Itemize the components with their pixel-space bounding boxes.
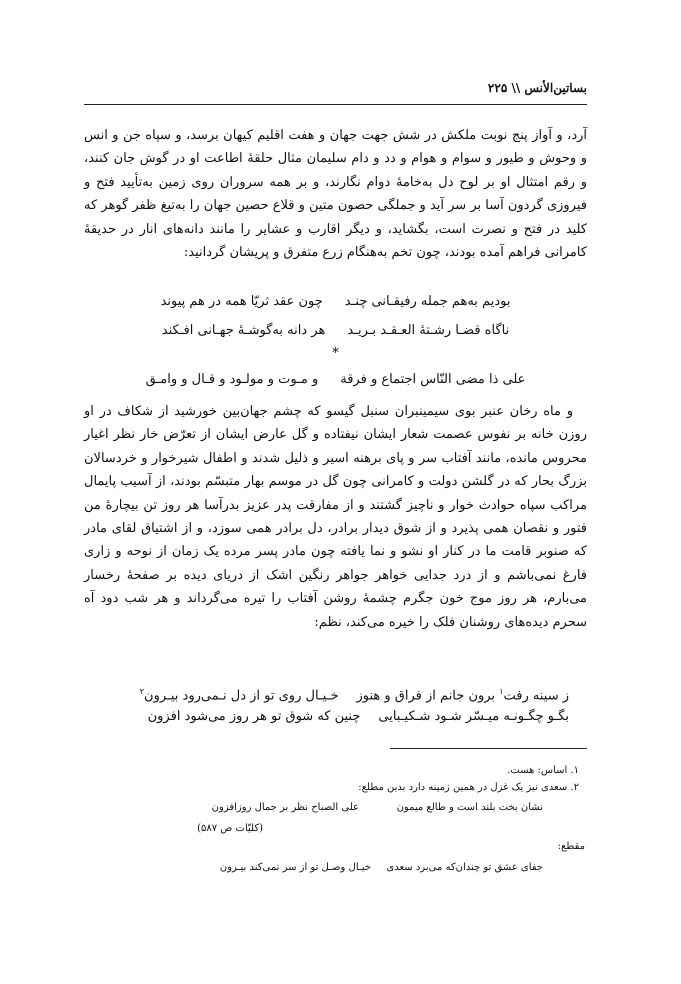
footnote-maqta-verse-b: خیـال وصـل تو از سر نمی‌کند بیـرون [219,862,371,873]
verse-couplet-4 [84,680,587,707]
hemistich-left: هر دانه به‌گوشـهٔ جهـانی افـکند [161,323,326,338]
running-title: بساتین‌الأنس \\ ۲۲۵ [487,81,587,95]
footnote-2-reference: (کلیّات ص ۵۸۷) [197,823,263,834]
verse-couplet-3 [84,368,587,391]
footnote-ref-2[interactable]: ۲ [139,687,145,696]
footnote-rule [390,748,587,749]
header-rule [84,104,587,105]
hemistich-right [356,680,569,707]
hemistich-right: علی ذا مضی النّاس اجتماع و فرقة [340,372,526,387]
footnote-2: ۲. سعدی نیز یک غزل در همین زمینه دارد بدین مطلع: [358,782,579,793]
hemistich-right: بگـو چگـونـه میـسّر شـود شـکیـبایی [378,709,569,724]
footnotes [84,762,587,796]
footnote-maqta-verse-a: جفای عشق تو چندان‌که می‌برد سعدی [386,862,543,873]
paragraph-1-text: آرد، و آواز پنج نوبت ملکش در شش جهت جهان و هفت اقلیم کیهان برسد، و سپاه جن و انس و وحوش و طیور و سوام و هوام و دد و دام سلیمان مثال حلقهٔ اطاعت او در گوش جان کنند، و رقم امتثال او بر لوح دل به‌خامهٔ دوام نگارند، و بر همه سروران روی زمین به‌تأیید فتح و فیروزی گردون آسا بر سر آید و جملگی حصون متین و قلاع حصین جهان را به‌تیغ ظفر گوهر که کلید در فتح و نصرت است، بگشاید، و دیگر اقارب و عشایر را مانند دانه‌های انار در حدیقهٔ کامرانی فراهم آمده بودند، چون تخم به‌هنگام زرع متفرق و پریشان گردانید: [84,128,587,261]
footnote-1: ۱. اساس: هست. [507,765,579,776]
hemistich-right-part1: ز سینه رفت [503,688,569,704]
running-header [84,78,587,98]
hemistich-left: چون عقد ثریّا همه در هم پیوند [160,294,323,309]
footnote-ref-1[interactable]: ۱ [499,687,504,696]
footnote-maqta-label: مقطع: [557,841,585,852]
verse-couplet-2 [84,319,587,342]
hemistich-right: ناگاه قضـا رشـتهٔ العـقـد بـریـد [347,323,510,338]
paragraph-2 [84,400,587,634]
section-separator: * [332,346,339,361]
paragraph-1 [84,124,587,264]
hemistich-right-part2: برون جانم از فراق و هنوز [356,688,500,704]
hemistich-left: و مـوت و مولـود و قـال و وامـق [145,372,319,387]
hemistich-left-text: خـیـال روی تو از دل نـمی‌رود بیـرون [144,688,339,704]
hemistich-left [140,680,339,707]
hemistich-left: چنین که شوق تو هر روز می‌شود افزون [147,709,361,724]
verse-couplet-1 [84,290,587,313]
footnote-2-verse-b: علی الصباح نظر بر جمال روزافزون [211,802,359,813]
paragraph-2-text: و ماه رخان عنبر بوی سیمینبران سنبل گیسو که چشم جهان‌بین خورشید از شکاف در او روزن خانه بر نفوس عصمت شعار ایشان نیفتاده و گل عارض ایشان از تعرّض خار نظر اغیار محروس مانده، مانند آفتاب سر و پای برهنه اسیر و ذلیل شدند و اطفال شیرخوار و خردسالان بزرگ بحار که در گلشن دولت و کامرانی چون گل در موسم بهار متبسّم بودند، از آسیب پایمال مراکب سپاه حوادث خوار و ناچیز گشتند و از مفارقت پدر عزیز بدرآسا هر روز تن بیچارهٔ من فتور و نقصان همی پذیرد و از شوق دیدار برادر، دل برادر همی سوزد، و از اشتیاق لقای مادر که صنوبر قامت ما در کنار او نشو و نما یافته چون مادر پسر مرده یک زمان از نوحه و زاری فارغ نمی‌باشم و از درد جدایی خواهر جواهر رنگین اشک از دریای دیده بر صفحهٔ رخسار می‌بارم، هر روز موج خون جگرم چشمهٔ روشن آفتاب را تیره می‌گرداند و هر شب دود آه سحرم دیده‌های روشنان فلک را خیره می‌کند، نظم: [84,404,587,630]
footnote-2-verse-a: نشان بخت بلند است و طالع میمون [396,802,543,813]
verse-couplet-5 [84,705,587,728]
hemistich-right: بودیم به‌هم جمله رفیقـانی چنـد [344,294,511,309]
